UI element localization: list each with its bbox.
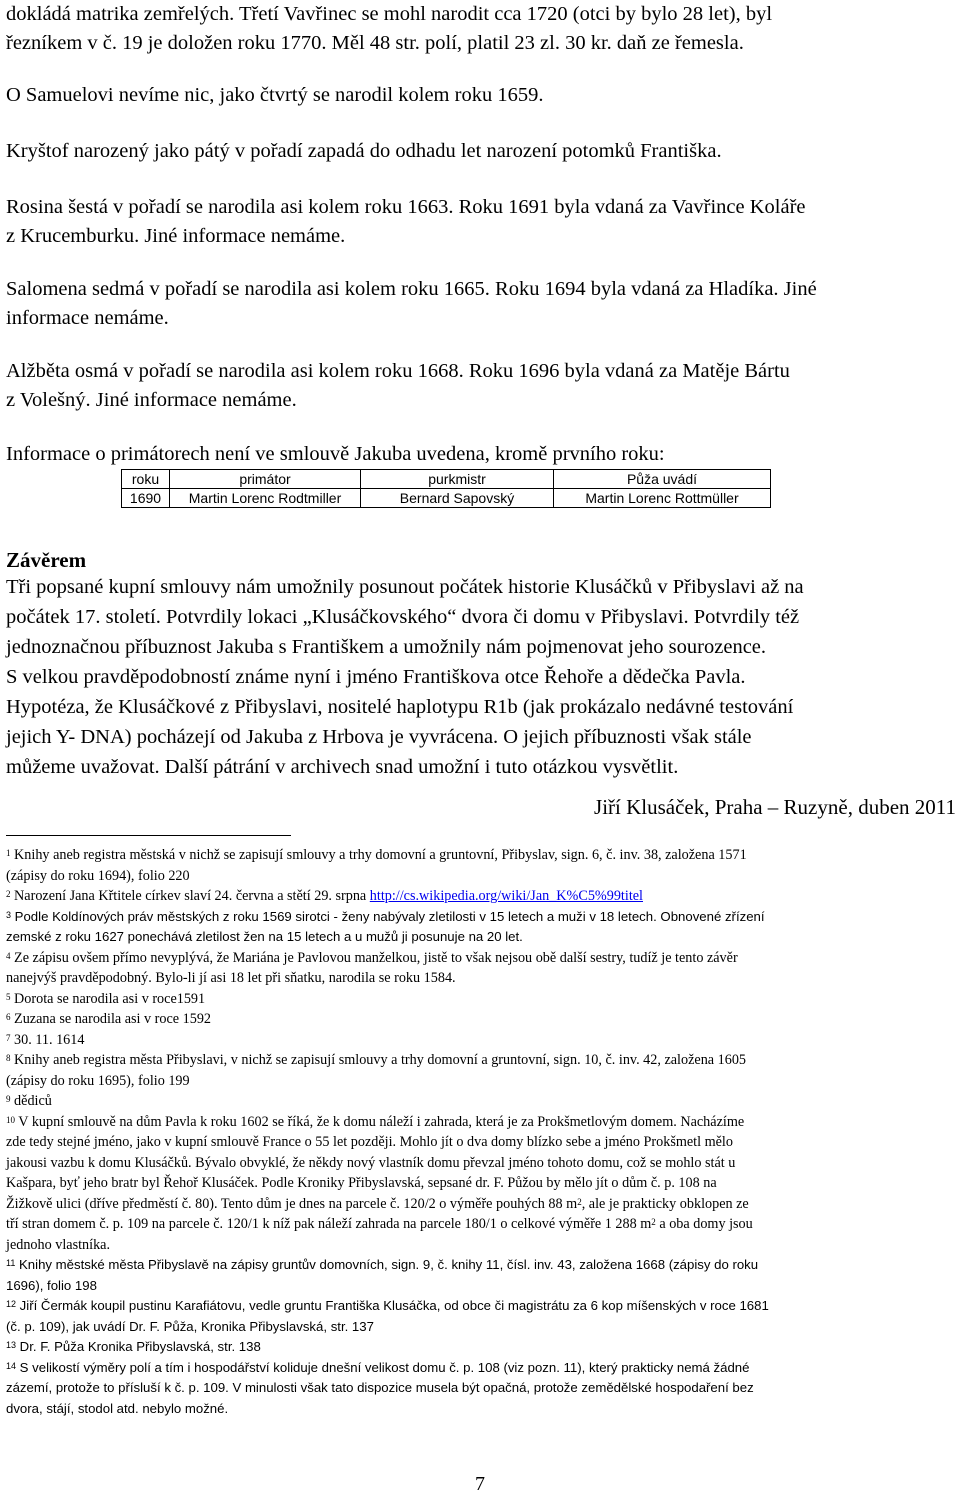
footnote-8 bbox=[6, 1050, 956, 1071]
text-line: Hypotéza, že Klusáčkové z Přibyslavi, nositelé haplotypu R1b (jak prokázalo nedávné testování bbox=[6, 696, 794, 718]
table-cell: Martin Lorenc Rottmüller bbox=[554, 489, 771, 508]
footnote-7 bbox=[6, 1030, 956, 1051]
footnote-number: 1 bbox=[6, 848, 11, 858]
footnote-4 bbox=[6, 948, 956, 969]
footnote-number: 6 bbox=[6, 1012, 11, 1022]
footnote-11 bbox=[6, 1255, 956, 1276]
footnote-number: 5 bbox=[6, 991, 11, 1002]
footnote-12 bbox=[6, 1296, 956, 1317]
table-header-row bbox=[122, 470, 771, 489]
text-line: počátek 17. století. Potvrdily lokaci „Klusáčkovského“ dvora či domu v Přibyslavi. Potvrdily též bbox=[6, 606, 800, 628]
footnote-13 bbox=[6, 1337, 956, 1358]
paragraph-rosina bbox=[6, 193, 956, 251]
footnote-text: a oba domy jsou bbox=[655, 1216, 753, 1232]
footnote-number: 7 bbox=[6, 1032, 11, 1043]
table-header-cell: Půža uvádí bbox=[554, 470, 771, 489]
text-line: Kryštof narozený jako pátý v pořadí zapadá do odhadu let narození potomků Františka. bbox=[6, 140, 722, 162]
footnote-line: nanejvýš pravděpodobný. Bylo-li jí asi 18 let při sňatku, narodila se roku 1584. bbox=[6, 970, 456, 986]
paragraph-salomena bbox=[6, 275, 956, 333]
footnote-number: 14 bbox=[6, 1360, 17, 1371]
footnote-text: Knihy aneb registra města Přibyslavi, v nichž se zapisují smlouvy a trhy domovní a gruntovní, sign. 10, č. inv. 42, založena 1605 bbox=[10, 1052, 747, 1068]
superscript: 2 bbox=[577, 1196, 582, 1207]
footnote-line: (zápisy do roku 1694), folio 220 bbox=[6, 867, 190, 884]
footnote-text: Narození Jana Křtitele církev slaví 24. června a stětí 29. srpna bbox=[10, 888, 370, 904]
footnote-line bbox=[6, 1194, 956, 1215]
text-line: Salomena sedmá v pořadí se narodila asi kolem roku 1665. Roku 1694 byla vdaná za Hladíka. Jiné bbox=[6, 278, 817, 300]
footnote-text: Zuzana se narodila asi v roce 1592 bbox=[10, 1011, 212, 1027]
table-header-cell: roku bbox=[122, 470, 170, 489]
footnote-2 bbox=[6, 886, 956, 907]
footnote-number: 4 bbox=[6, 950, 11, 961]
footnote-line: jednoho vlastníka. bbox=[6, 1236, 111, 1253]
primator-table bbox=[121, 469, 771, 508]
text-line: Alžběta osmá v pořadí se narodila asi kolem roku 1668. Roku 1696 byla vdaná za Matěje Bártu bbox=[6, 360, 790, 382]
footnote-1 bbox=[6, 845, 956, 866]
text-line: z Krucemburku. Jiné informace nemáme. bbox=[6, 225, 346, 247]
footnote-line: Kašpara, byť jeho bratr byl Řehoř Klusáček. Podle Kroniky Přibyslavská, sepsané dr. F. Půžou by mělo jít o dům č. p. 108 na bbox=[6, 1175, 717, 1191]
footnote-text: tří stran domem č. p. 109 na parcele č. 120/1 k níž pak náleží zahrada na parcele 180/1 o celkové výměře 1 288 m bbox=[6, 1216, 652, 1232]
text-line: jednoznačnou příbuznost Jakuba s Františkem a umožnily nám pojmenovat jeho sourozence. bbox=[6, 636, 767, 658]
footnote-text: Jiří Čermák koupil pustinu Karafiátovu, vedle gruntu Františka Klusáčka, od obce či magistrátu za 6 kop míšenských v roce 1681 bbox=[16, 1298, 769, 1313]
footnote-line: dvora, stájí, stodol atd. nebylo možné. bbox=[6, 1400, 229, 1416]
paragraph-primatori-intro bbox=[6, 440, 956, 469]
footnote-text: Podle Koldínových práv městských z roku 1569 sirotci - ženy nabývaly zletilosti v 15 letech a muži v 18 letech. Obnovené zřízení bbox=[11, 908, 765, 924]
text-line: Informace o primátorech není ve smlouvě Jakuba uvedena, kromě prvního roku: bbox=[6, 443, 665, 465]
footnote-5 bbox=[6, 989, 956, 1010]
text-line: řezníkem v č. 19 je doložen roku 1770. Měl 48 str. polí, platil 23 zl. 30 kr. daň ze řemesla. bbox=[6, 32, 744, 54]
footnote-text: V kupní smlouvě na dům Pavla k roku 1602 se říká, že k domu náleží i zahrada, která je za Prokšmetlovým domem. Nacházíme bbox=[15, 1113, 745, 1130]
footnote-number: 3 bbox=[6, 909, 12, 920]
footnote-text: Dr. F. Půža Kronika Přibyslavská, str. 138 bbox=[16, 1339, 261, 1354]
footnote-line bbox=[6, 1214, 956, 1235]
footnote-line: jakousi vazbu k domu Klusáčků. Bývalo obvyklé, že někdy nový vlastník domu převzal jméno tohoto domu, což se mohlo stát u bbox=[6, 1154, 736, 1171]
footnote-line: (zápisy do roku 1695), folio 199 bbox=[6, 1072, 190, 1089]
text-line: Tři popsané kupní smlouvy nám umožnily posunout počátek historie Klusáčků v Přibyslavi až na bbox=[6, 576, 804, 598]
superscript: 2 bbox=[651, 1217, 656, 1227]
paragraph-samuel bbox=[6, 81, 956, 110]
table-cell: Bernard Sapovský bbox=[361, 489, 554, 508]
footnote-text: Knihy aneb registra městská v nichž se zapisují smlouvy a trhy domovní a gruntovní, Přibyslav, sign. 6, č. inv. 38, založena 1571 bbox=[10, 847, 747, 863]
footnotes bbox=[6, 845, 956, 1419]
author-signature: Jiří Klusáček, Praha – Ruzyně, duben 2011 bbox=[594, 795, 956, 819]
text-line: dokládá matrika zemřelých. Třetí Vavřinec se mohl narodit cca 1720 (otci by bylo 28 let), byl bbox=[6, 3, 773, 25]
text-line: informace nemáme. bbox=[6, 307, 169, 329]
text-line: jejich Y- DNA) pocházejí od Jakuba z Hrbova je vyvrácena. O jejich příbuznosti však stále bbox=[6, 726, 752, 748]
table-row bbox=[122, 489, 771, 508]
conclusion-paragraph bbox=[6, 572, 956, 782]
table-header-cell: purkmistr bbox=[361, 470, 554, 489]
text-line: z Volešný. Jiné informace nemáme. bbox=[6, 389, 297, 411]
footnote-number: 2 bbox=[6, 889, 11, 899]
wikipedia-link[interactable]: http://cs.wikipedia.org/wiki/Jan_K%C5%99titel bbox=[369, 888, 643, 904]
page-number: 7 bbox=[475, 1473, 485, 1495]
paragraph-vavrinec bbox=[6, 0, 956, 58]
footnote-text: 30. 11. 1614 bbox=[10, 1031, 85, 1048]
footnote-text: S velikostí výměry polí a tím i hospodářství koliduje dnešní velikost domu č. p. 108 (viz pozn. 11), který prakticky nemá žádné bbox=[16, 1359, 750, 1375]
footnote-3 bbox=[6, 907, 956, 928]
footnote-text: Žižkově ulici (dříve předměstí č. 80). Tento dům je dnes na parcele č. 120/2 o výměře pouhých 88 m bbox=[6, 1195, 578, 1212]
footnote-line: (č. p. 109), jak uvádí Dr. F. Půža, Kronika Přibyslavská, str. 137 bbox=[6, 1318, 374, 1334]
text-line: S velkou pravděpodobností známe nyní i jméno Františkova otce Řehoře a dědečka Pavla. bbox=[6, 666, 746, 688]
paragraph-krystof bbox=[6, 137, 956, 166]
footnote-text: Ze zápisu ovšem přímo nevyplývá, že Mariána je Pavlovou manželkou, jistě to však nejsou obě další sestry, tudíž je tento závěr bbox=[10, 949, 738, 966]
footnote-text: dědiců bbox=[10, 1093, 52, 1109]
footnote-number: 11 bbox=[6, 1258, 16, 1268]
conclusion-heading: Závěrem bbox=[6, 548, 87, 572]
footnote-line: zázemí, protože to přísluší k č. p. 109. V minulosti však tato dispozice musela být opačná, protože zemědělské hospodaření bez bbox=[6, 1380, 754, 1395]
footnote-6 bbox=[6, 1009, 956, 1030]
table-cell: Martin Lorenc Rodtmiller bbox=[170, 489, 361, 508]
paragraph-alzbeta bbox=[6, 357, 956, 415]
footnote-9 bbox=[6, 1091, 956, 1112]
footnote-number: 13 bbox=[6, 1340, 17, 1350]
footnote-line: 1696), folio 198 bbox=[6, 1277, 97, 1293]
text-line: O Samuelovi nevíme nic, jako čtvrtý se narodil kolem roku 1659. bbox=[6, 84, 544, 106]
footnote-separator bbox=[6, 835, 291, 836]
footnote-text: Dorota se narodila asi v roce1591 bbox=[10, 990, 206, 1007]
footnote-number: 12 bbox=[6, 1299, 17, 1309]
footnote-text: Knihy městské města Přibyslavě na zápisy gruntův domovních, sign. 9, č. knihy 11, čísl. inv. 43, založena 1668 (zápisy do roku bbox=[15, 1257, 759, 1272]
text-line: můžeme uvažovat. Další pátrání v archivech snad umožní i tuto otázkou vysvětlit. bbox=[6, 756, 679, 778]
footnote-line: zemské z roku 1627 ponechává zletilost žen na 15 letech a u mužů ji posunuje na 20 let. bbox=[6, 929, 523, 944]
text-line: Rosina šestá v pořadí se narodila asi kolem roku 1663. Roku 1691 byla vdaná za Vavřince Koláře bbox=[6, 196, 806, 218]
footnote-number: 9 bbox=[6, 1094, 11, 1104]
table-cell: 1690 bbox=[122, 489, 170, 508]
table-header-cell: primátor bbox=[170, 470, 361, 489]
footnote-number: 8 bbox=[6, 1053, 11, 1063]
footnote-line: zde tedy stejné jméno, jako v kupní smlouvě France o 55 let později. Mohlo jít o dva domy blízko sebe a jméno Prokšmetl mělo bbox=[6, 1134, 733, 1150]
footnote-10 bbox=[6, 1112, 956, 1133]
footnote-number: 10 bbox=[6, 1114, 15, 1125]
footnote-14 bbox=[6, 1358, 956, 1379]
footnote-text: , ale je prakticky obklopen ze bbox=[581, 1195, 749, 1212]
